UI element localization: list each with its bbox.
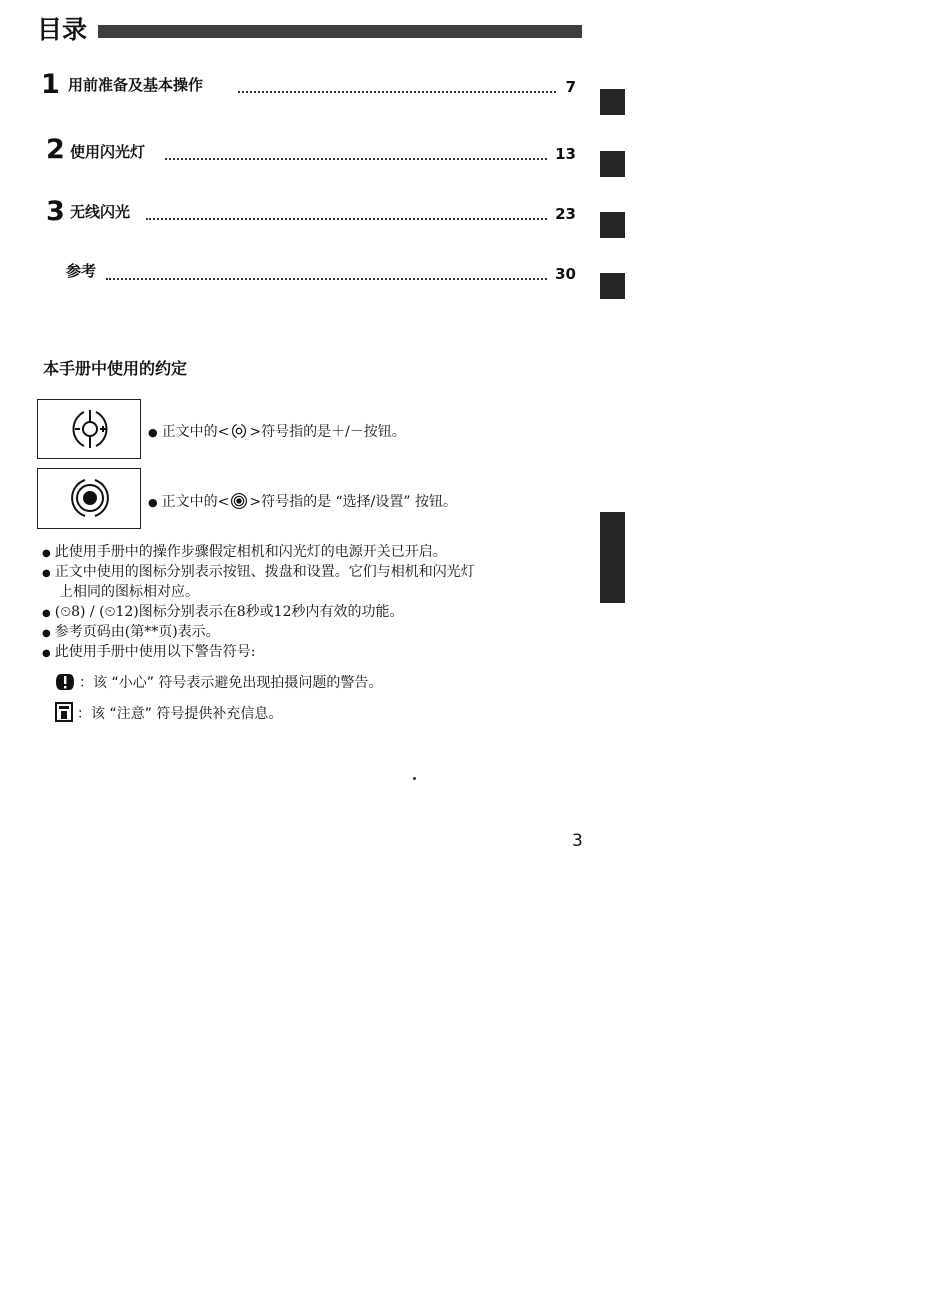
convention-text-prefix: 正文中的<	[161, 424, 230, 440]
toc-chapter-label: 参考	[66, 262, 97, 280]
convention-text-prefix: 正文中的<	[161, 494, 230, 510]
note-item	[42, 622, 220, 644]
toc-chapter-number: 1	[41, 69, 60, 100]
page-number: 3	[572, 831, 583, 851]
convention-text-suffix: >符号指的是＋/－按钮。	[249, 424, 406, 440]
convention-line-select-set	[148, 491, 457, 511]
chapter-tab-reference	[600, 273, 625, 299]
chapter-tab-1	[600, 89, 625, 115]
select-set-button-icon	[67, 475, 113, 521]
bullet: ●	[42, 648, 51, 659]
note-text: 此使用手册中的操作步骤假定相机和闪光灯的电源开关已开启。	[54, 544, 447, 560]
convention-text-suffix: >符号指的是 “选择/设置” 按钮。	[249, 494, 458, 510]
toc-leader-dots	[165, 157, 547, 160]
warning-text: ：该 “注意” 符号提供补充信息。	[77, 706, 283, 722]
note-text: 上相同的图标相对应。	[59, 584, 199, 600]
bullet: ●	[42, 568, 51, 579]
note-text: 参考页码由(第**页)表示。	[54, 624, 220, 640]
toc-page-number: 23	[555, 205, 576, 223]
note-item	[42, 642, 255, 664]
toc-leader-dots	[106, 277, 547, 280]
toc-leader-dots	[238, 90, 556, 93]
select-set-button-illustration	[37, 468, 141, 529]
note-item	[42, 562, 475, 584]
toc-chapter-label: 无线闪光	[70, 203, 131, 221]
toc-leader-dots	[146, 217, 547, 220]
warning-note-line	[55, 702, 282, 723]
toc-chapter-label: 用前准备及基本操作	[68, 76, 204, 94]
page-title: 目录	[37, 15, 88, 44]
warning-text: ：该 “小心” 符号表示避免出现拍摄问题的警告。	[79, 675, 383, 691]
convention-line-plus-minus	[148, 421, 406, 441]
plus-minus-button-icon	[230, 422, 248, 440]
bullet: ●	[148, 426, 158, 439]
toc-chapter-number: 3	[46, 196, 65, 227]
chapter-tab-3	[600, 212, 625, 238]
bullet: ●	[42, 628, 51, 639]
caution-icon	[55, 673, 75, 691]
plus-minus-button-icon	[67, 406, 113, 452]
stray-dot	[413, 777, 416, 780]
toc-page-number: 13	[555, 145, 576, 163]
title-rule-bar	[98, 25, 582, 38]
note-text: 此使用手册中使用以下警告符号:	[54, 644, 256, 660]
note-item	[42, 602, 403, 624]
current-section-tab	[600, 512, 625, 603]
note-item-continuation	[42, 582, 199, 602]
select-set-button-icon	[230, 492, 248, 510]
note-item	[42, 542, 447, 564]
toc-chapter-number: 2	[46, 134, 65, 165]
note-text: (⏲8) / (⏲12)图标分别表示在8秒或12秒内有效的功能。	[54, 604, 404, 620]
section-title: 本手册中使用的约定	[43, 359, 188, 378]
note-icon	[55, 702, 73, 722]
toc-chapter-label: 使用闪光灯	[70, 143, 146, 161]
bullet: ●	[42, 548, 51, 559]
toc-page-number: 7	[565, 78, 576, 96]
chapter-tab-2	[600, 151, 625, 177]
bullet: ●	[148, 496, 158, 509]
note-text: 正文中使用的图标分别表示按钮、拨盘和设置。它们与相机和闪光灯	[54, 564, 475, 580]
plus-minus-button-illustration	[37, 399, 141, 459]
toc-page-number: 30	[555, 265, 576, 283]
bullet: ●	[42, 608, 51, 619]
warning-caution-line	[55, 672, 382, 692]
